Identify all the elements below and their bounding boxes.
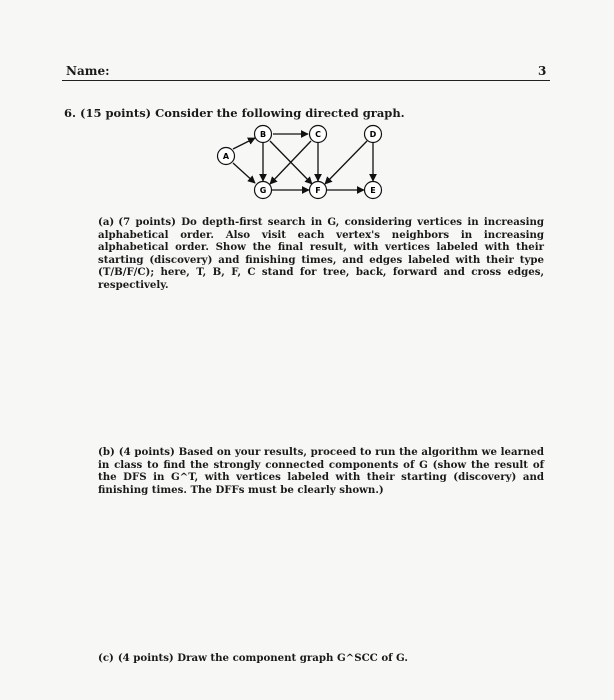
- node-a: [218, 148, 235, 165]
- page-number: 3: [538, 64, 547, 78]
- part-c-label: (c): [98, 652, 114, 664]
- node-b: [255, 126, 272, 143]
- svg-text:A: A: [222, 152, 230, 161]
- node-d: [365, 126, 382, 143]
- header-divider: [62, 80, 550, 81]
- node-f: [310, 182, 327, 199]
- svg-text:D: D: [369, 130, 377, 139]
- question-title: 6. (15 points) Consider the following directed graph.: [64, 106, 405, 120]
- edge-a-g: [233, 163, 255, 183]
- part-b: [98, 446, 544, 496]
- part-c: [98, 652, 544, 665]
- svg-text:C: C: [315, 130, 321, 139]
- part-a: [98, 216, 544, 292]
- name-label: Name:: [66, 64, 110, 78]
- part-c-text: (4 points) Draw the component graph G^SCC of G.: [117, 652, 408, 664]
- directed-graph: [200, 120, 400, 200]
- svg-text:F: F: [315, 186, 321, 195]
- part-a-text: (7 points) Do depth-first search in G, considering vertices in increasing alphabetical order. Also visit each vertex's neighbors in increasing alphabetical order. Show the final result, with vertices labeled with their starting (discovery) and finishing times, and edges labeled with their type (T/B/F/C); here, T, B, F, C stand for tree, back, forward and cross edges, respectively.: [98, 216, 544, 291]
- edge-d-f: [325, 141, 367, 184]
- svg-text:G: G: [259, 186, 267, 195]
- edge-a-b: [233, 138, 255, 149]
- node-g: [255, 182, 272, 199]
- part-a-label: (a): [98, 216, 115, 228]
- part-b-text: (4 points) Based on your results, proceed to run the algorithm we learned in class to find the strongly connected components of G (show the result of the DFS in G^T, with vertices labeled with their starting (discovery) and finishing times. The DFFs must be clearly shown.): [98, 446, 544, 496]
- node-e: [365, 182, 382, 199]
- svg-text:E: E: [370, 186, 376, 195]
- svg-text:B: B: [259, 130, 267, 139]
- node-c: [310, 126, 327, 143]
- part-b-label: (b): [98, 446, 115, 458]
